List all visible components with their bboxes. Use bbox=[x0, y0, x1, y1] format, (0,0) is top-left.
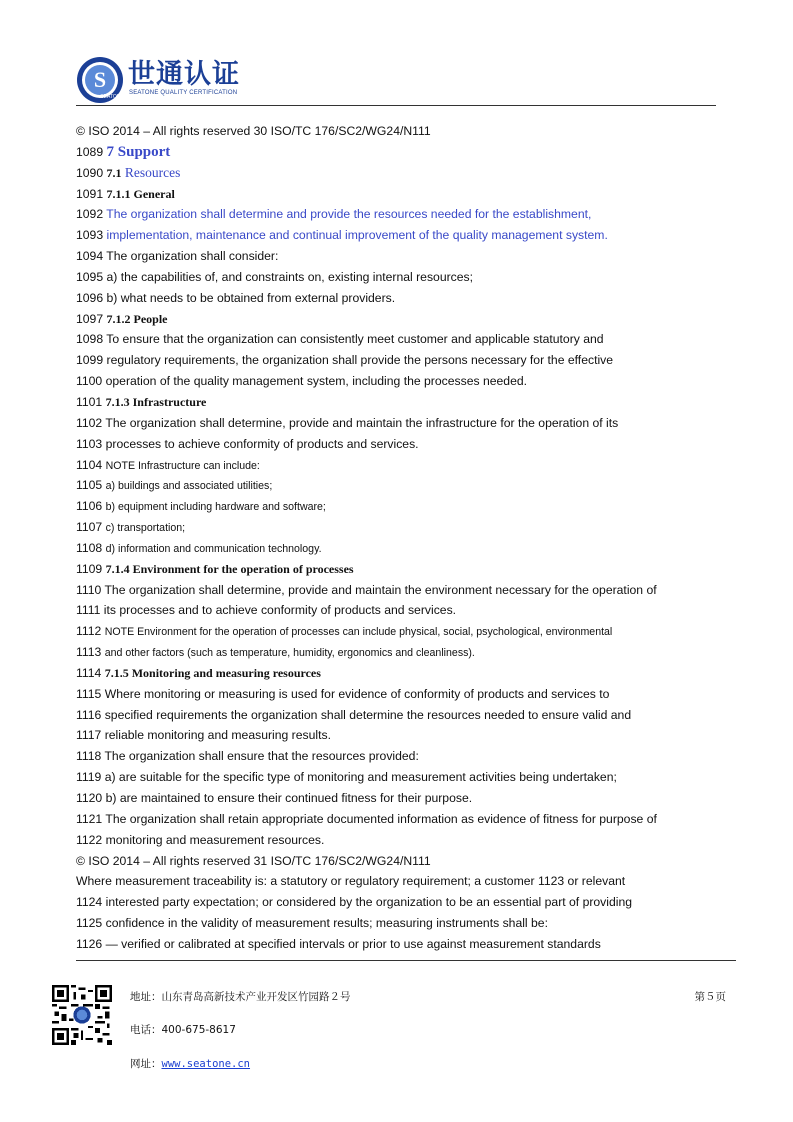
line-number: 1118 bbox=[76, 749, 102, 764]
line-number: 1113 bbox=[76, 645, 102, 660]
line-text: The organization shall determine and provide the resources needed for the establishment, bbox=[106, 207, 592, 222]
line-number: 1099 bbox=[76, 353, 104, 368]
document-line bbox=[76, 204, 726, 225]
line-text: specified requirements the organization shall determine the resources needed to ensure valid and bbox=[104, 707, 632, 722]
document-line bbox=[76, 455, 726, 476]
line-number: 1095 bbox=[76, 269, 104, 284]
line-text: a) are suitable for the specific type of monitoring and measurement activities being undertaken; bbox=[104, 770, 617, 785]
line-text: © ISO 2014 – All rights reserved 31 ISO/TC 176/SC2/WG24/N111 bbox=[76, 853, 431, 868]
document-line bbox=[76, 121, 726, 142]
line-text-highlight: Resources bbox=[124, 164, 181, 180]
line-number: 1091 bbox=[76, 186, 104, 201]
line-text: © ISO 2014 – All rights reserved 30 ISO/TC 176/SC2/WG24/N111 bbox=[76, 124, 431, 138]
line-text: To ensure that the organization can consistently meet customer and applicable statutory and bbox=[106, 332, 604, 347]
document-line bbox=[76, 517, 726, 538]
line-number: 1109 bbox=[76, 561, 103, 576]
line-text: The organization shall consider: bbox=[106, 249, 279, 264]
line-number: 1117 bbox=[76, 728, 102, 743]
document-line bbox=[76, 642, 726, 663]
document-line bbox=[76, 621, 726, 642]
line-number: 1100 bbox=[76, 374, 103, 389]
line-number: 1101 bbox=[76, 394, 103, 409]
website-label: 网址： bbox=[130, 1058, 162, 1070]
document-line bbox=[76, 934, 726, 955]
document-line bbox=[76, 163, 726, 184]
line-text: 7.1.4 Environment for the operation of processes bbox=[105, 561, 354, 576]
line-number: 1096 bbox=[76, 290, 104, 305]
line-number: 1116 bbox=[76, 707, 102, 722]
line-text: — verified or calibrated at specified intervals or prior to use against measurement standards bbox=[105, 936, 601, 951]
page-header bbox=[76, 56, 716, 104]
line-text: 7.1.2 People bbox=[106, 311, 168, 326]
document-line bbox=[76, 746, 726, 767]
document-line bbox=[76, 496, 726, 517]
document-line bbox=[76, 142, 726, 163]
footer-address: 地址：山东青岛高新技术产业开发区竹园路２号 bbox=[130, 991, 351, 1003]
document-line bbox=[76, 559, 726, 580]
document-line bbox=[76, 788, 726, 809]
line-text: NOTE Environment for the operation of processes can include physical, social, psychological, environmental bbox=[104, 626, 613, 639]
line-text: Where monitoring or measuring is used for evidence of conformity of products and services to bbox=[104, 686, 610, 701]
line-text: interested party expectation; or considered by the organization to be an essential part of providing bbox=[105, 895, 633, 910]
line-text: confidence in the validity of measurement results; measuring instruments shall be: bbox=[105, 916, 548, 931]
line-number: 1098 bbox=[76, 332, 104, 347]
line-text: d) information and communication technology. bbox=[105, 542, 322, 555]
line-number: 1097 bbox=[76, 311, 104, 326]
document-line bbox=[76, 663, 726, 684]
qr-code-icon bbox=[52, 985, 112, 1045]
document-line bbox=[76, 309, 726, 330]
document-line bbox=[76, 871, 726, 892]
line-number: 1089 bbox=[76, 144, 104, 159]
footer-phone: 电话：400-675-8617 bbox=[130, 1024, 236, 1036]
document-line bbox=[76, 892, 726, 913]
line-text: The organization shall determine, provide and maintain the environment necessary for the operation of bbox=[104, 582, 657, 597]
brand-name-cn: 世通认证 bbox=[128, 59, 240, 90]
document-body bbox=[76, 121, 726, 955]
seatone-seal-logo bbox=[76, 56, 124, 104]
document-line bbox=[76, 350, 726, 371]
line-number: 1115 bbox=[76, 686, 102, 701]
line-text: regulatory requirements, the organization shall provide the persons necessary for the effective bbox=[106, 353, 614, 368]
line-text: monitoring and measurement resources. bbox=[105, 832, 325, 847]
line-text: and other factors (such as temperature, humidity, ergonomics and cleanliness). bbox=[104, 647, 475, 660]
line-number: 1110 bbox=[76, 582, 102, 597]
line-number: 1114 bbox=[76, 665, 102, 680]
line-number: 1093 bbox=[76, 228, 104, 243]
line-text: NOTE Infrastructure can include: bbox=[105, 459, 260, 472]
line-text: 7 Support bbox=[106, 143, 171, 160]
line-number: 1124 bbox=[76, 895, 103, 910]
line-number: 1106 bbox=[76, 499, 103, 514]
line-text: Where measurement traceability is: a statutory or regulatory requirement; a customer 1123 or relevant bbox=[76, 874, 626, 889]
document-line bbox=[76, 851, 726, 872]
line-number: 1112 bbox=[76, 624, 102, 639]
line-number: 1120 bbox=[76, 791, 103, 805]
line-number: 1092 bbox=[76, 207, 104, 222]
line-number: 1090 bbox=[76, 165, 104, 180]
document-line bbox=[76, 725, 726, 746]
line-number: 1108 bbox=[76, 540, 103, 555]
document-line bbox=[76, 767, 726, 788]
line-number: 1104 bbox=[76, 457, 103, 472]
line-text: b) are maintained to ensure their continued fitness for their purpose. bbox=[105, 791, 473, 805]
line-text: 7.1.3 Infrastructure bbox=[105, 394, 207, 409]
document-line bbox=[76, 184, 726, 205]
line-text: The organization shall ensure that the resources provided: bbox=[104, 749, 419, 764]
line-number: 1119 bbox=[76, 770, 102, 785]
line-text: 7.1.5 Monitoring and measuring resources bbox=[104, 665, 321, 680]
line-text: 7.1 bbox=[106, 165, 122, 180]
line-number: 1122 bbox=[76, 832, 103, 847]
page-number: 第５页 bbox=[694, 991, 726, 1003]
line-text: The organization shall determine, provide and maintain the infrastructure for the operation of its bbox=[105, 415, 619, 430]
document-line bbox=[76, 413, 726, 434]
line-number: 1094 bbox=[76, 249, 104, 264]
document-line bbox=[76, 288, 726, 309]
document-line bbox=[76, 392, 726, 413]
line-number: 1105 bbox=[76, 478, 103, 493]
document-line bbox=[76, 538, 726, 559]
document-line bbox=[76, 684, 726, 705]
line-text: The organization shall retain appropriate documented information as evidence of fitness for purpose of bbox=[105, 811, 657, 826]
line-text: 7.1.1 General bbox=[106, 186, 175, 201]
line-number: 1126 bbox=[76, 936, 103, 951]
document-line bbox=[76, 809, 726, 830]
line-number: 1103 bbox=[76, 436, 103, 451]
document-line bbox=[76, 475, 726, 496]
website-link[interactable]: www.seatone.cn bbox=[161, 1058, 251, 1070]
line-text: b) what needs to be obtained from external providers. bbox=[106, 290, 396, 305]
footer-website bbox=[130, 1056, 250, 1071]
line-text: implementation, maintenance and continual improvement of the quality management system. bbox=[106, 228, 608, 243]
line-number: 1125 bbox=[76, 916, 103, 931]
line-text: a) buildings and associated utilities; bbox=[105, 480, 273, 493]
document-line bbox=[76, 580, 726, 601]
document-line bbox=[76, 371, 726, 392]
line-text: reliable monitoring and measuring results. bbox=[104, 728, 331, 743]
line-text: a) the capabilities of, and constraints on, existing internal resources; bbox=[106, 269, 474, 284]
header-divider bbox=[76, 105, 716, 106]
seal-text: SEATONE bbox=[100, 94, 124, 100]
line-text: operation of the quality management system, including the processes needed. bbox=[105, 374, 528, 389]
footer-divider bbox=[76, 960, 736, 961]
line-text: b) equipment including hardware and software; bbox=[105, 501, 326, 514]
line-text: processes to achieve conformity of products and services. bbox=[105, 436, 419, 451]
line-number: 1107 bbox=[76, 520, 103, 535]
document-line bbox=[76, 329, 726, 350]
line-text: its processes and to achieve conformity of products and services. bbox=[103, 603, 457, 618]
document-line bbox=[76, 705, 726, 726]
document-line bbox=[76, 225, 726, 246]
line-number: 1111 bbox=[76, 603, 101, 618]
document-line bbox=[76, 913, 726, 934]
line-number: 1121 bbox=[76, 811, 103, 826]
line-number: 1102 bbox=[76, 415, 103, 430]
document-line bbox=[76, 267, 726, 288]
brand-name-en: SEATONE QUALITY CERTIFICATION bbox=[129, 90, 238, 96]
seal-letter: S bbox=[93, 67, 107, 92]
document-line bbox=[76, 434, 726, 455]
document-line bbox=[76, 600, 726, 621]
document-line bbox=[76, 246, 726, 267]
document-line bbox=[76, 830, 726, 851]
line-text: c) transportation; bbox=[105, 522, 186, 535]
